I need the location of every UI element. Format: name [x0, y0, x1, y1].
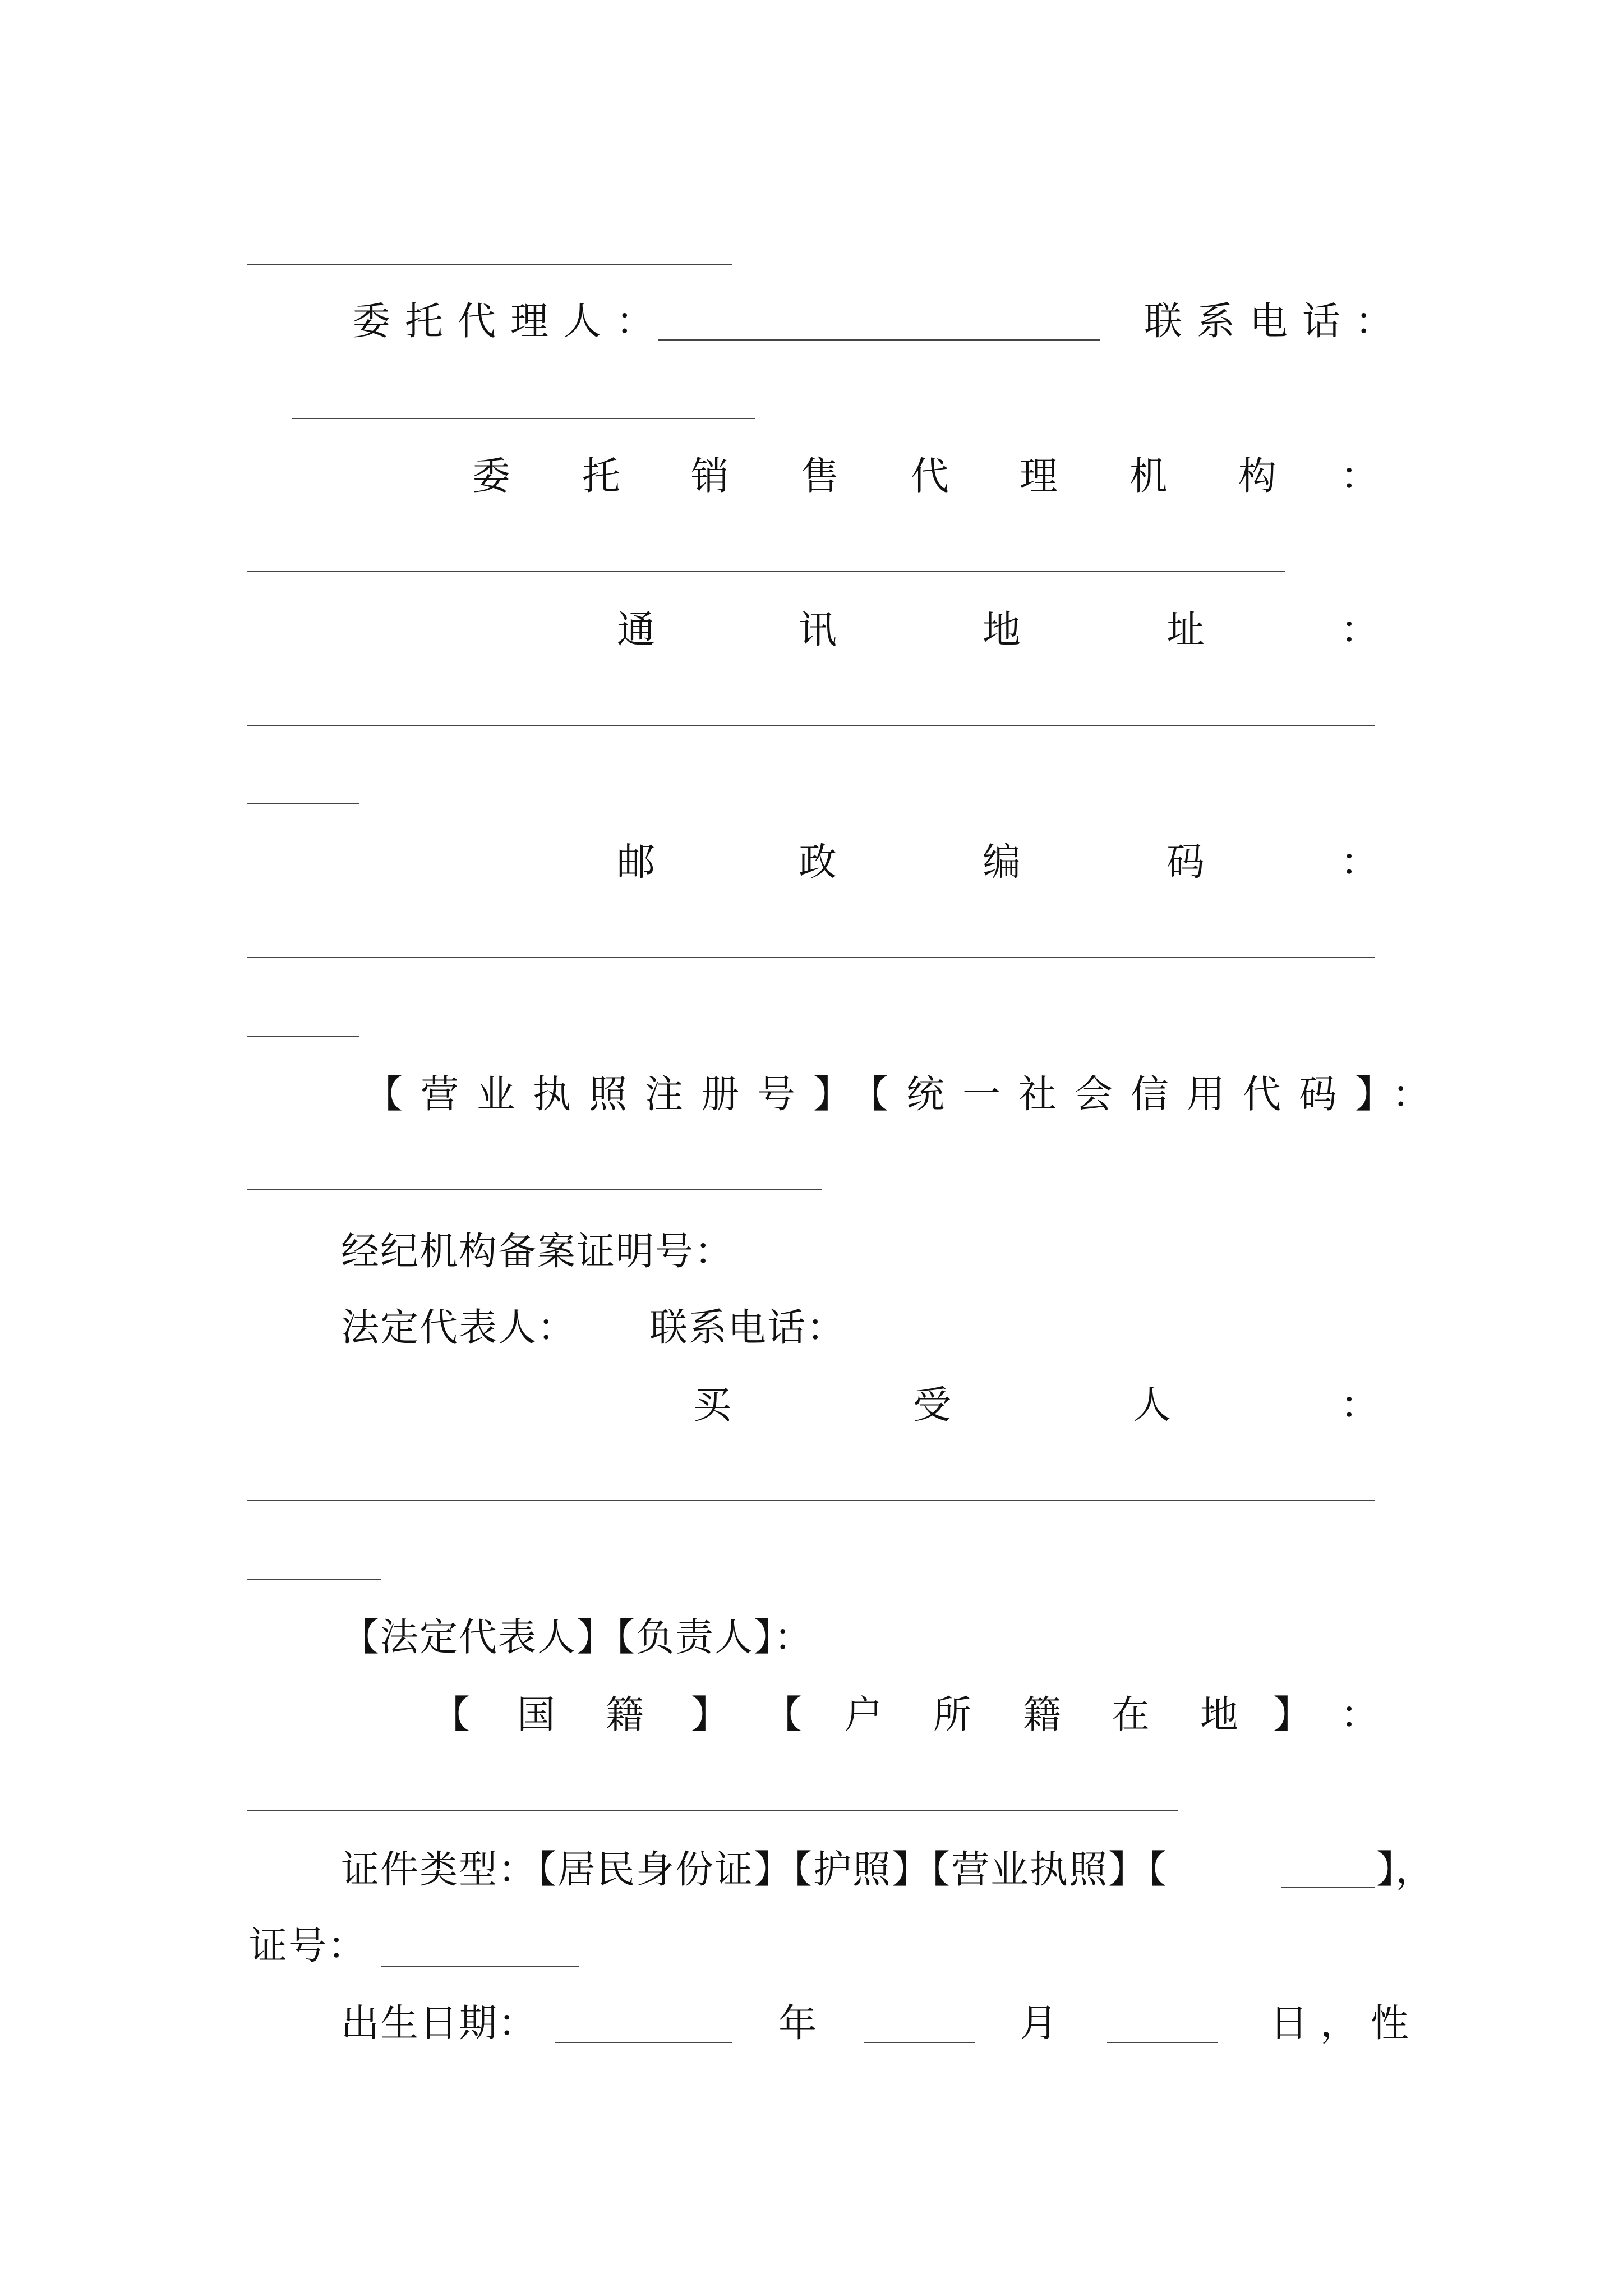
buyer-rep-label: 【法定代表人】【负责人】： [341, 1616, 814, 1660]
fill-line-top [247, 264, 732, 265]
agency-char-1: 委 [472, 454, 511, 499]
nationality-char-6: 户 [845, 1693, 883, 1737]
agency-input-line[interactable] [247, 571, 1285, 572]
address-char-2: 讯 [799, 608, 837, 652]
nationality-input-line[interactable] [247, 1810, 1178, 1811]
postcode-input-line-2[interactable] [247, 1036, 359, 1037]
address-input-line-2[interactable] [247, 803, 359, 804]
postcode-input-line-1[interactable] [247, 957, 1375, 958]
nationality-char-5: 【 [764, 1693, 803, 1737]
legal-rep-label: 法定代表人： [341, 1306, 577, 1350]
postcode-char-3: 编 [983, 840, 1021, 885]
buyer-input-line-1[interactable] [247, 1500, 1375, 1501]
id-type-label: 证件类型：【居民身份证】【护照】【营业执照】【 [341, 1848, 1168, 1892]
birth-day-input-line[interactable] [1107, 2042, 1218, 2043]
nationality-char-9: 在 [1112, 1693, 1150, 1737]
nationality-char-1: 【 [432, 1693, 471, 1737]
agency-char-2: 托 [582, 454, 621, 499]
birth-month-label: 月 [1020, 2001, 1058, 2046]
nationality-colon: ： [1340, 1693, 1379, 1737]
postcode-char-4: 码 [1166, 840, 1205, 885]
nationality-char-11: 】 [1273, 1693, 1312, 1737]
buyer-char-3: 人 [1133, 1383, 1172, 1428]
agency-char-8: 构 [1238, 454, 1277, 499]
agent-phone-input-line[interactable] [292, 418, 755, 419]
birth-label: 出生日期： [341, 2001, 538, 2046]
id-type-close: 】， [1376, 1848, 1434, 1892]
agency-char-7: 机 [1129, 454, 1168, 499]
postcode-char-1: 邮 [617, 840, 656, 885]
buyer-colon: ： [1340, 1383, 1379, 1428]
agency-char-5: 代 [911, 454, 949, 499]
birth-year-label: 年 [778, 2001, 817, 2046]
license-label: 【营业执照注册号】【统一社会信用代码】： [365, 1073, 1449, 1117]
id-type-other-input-line[interactable] [1281, 1887, 1375, 1888]
agency-char-3: 销 [691, 454, 730, 499]
birth-year-input-line[interactable] [555, 2042, 732, 2043]
postcode-char-2: 政 [799, 840, 837, 885]
buyer-char-1: 买 [693, 1383, 732, 1428]
buyer-input-line-2[interactable] [247, 1579, 381, 1580]
birth-day-sex-label: 日，性 [1270, 2001, 1422, 2046]
address-input-line-1[interactable] [247, 725, 1375, 726]
agency-char-4: 售 [801, 454, 840, 499]
legal-rep-phone-label: 联系电话： [649, 1306, 846, 1350]
nationality-char-10: 地 [1200, 1693, 1239, 1737]
id-number-label: 证号： [249, 1924, 367, 1968]
agency-colon: ： [1340, 454, 1379, 499]
address-char-1: 通 [617, 608, 656, 652]
nationality-char-3: 籍 [606, 1693, 644, 1737]
nationality-char-2: 国 [517, 1693, 556, 1737]
address-char-3: 地 [983, 608, 1021, 652]
postcode-colon: ： [1340, 840, 1379, 885]
agent-input-line[interactable] [658, 339, 1100, 341]
agent-label: 委托代理人： [352, 300, 669, 344]
nationality-char-4: 】 [691, 1693, 730, 1737]
broker-record-label: 经纪机构备案证明号： [341, 1230, 734, 1274]
birth-month-input-line[interactable] [864, 2042, 975, 2043]
agent-phone-label: 联系电话： [1144, 300, 1408, 344]
license-input-line[interactable] [247, 1189, 822, 1190]
address-char-4: 址 [1166, 608, 1205, 652]
id-number-input-line[interactable] [381, 1966, 579, 1967]
agency-char-6: 理 [1020, 454, 1058, 499]
buyer-char-2: 受 [913, 1383, 952, 1428]
address-colon: ： [1340, 608, 1379, 652]
nationality-char-7: 所 [933, 1693, 972, 1737]
nationality-char-8: 籍 [1023, 1693, 1062, 1737]
